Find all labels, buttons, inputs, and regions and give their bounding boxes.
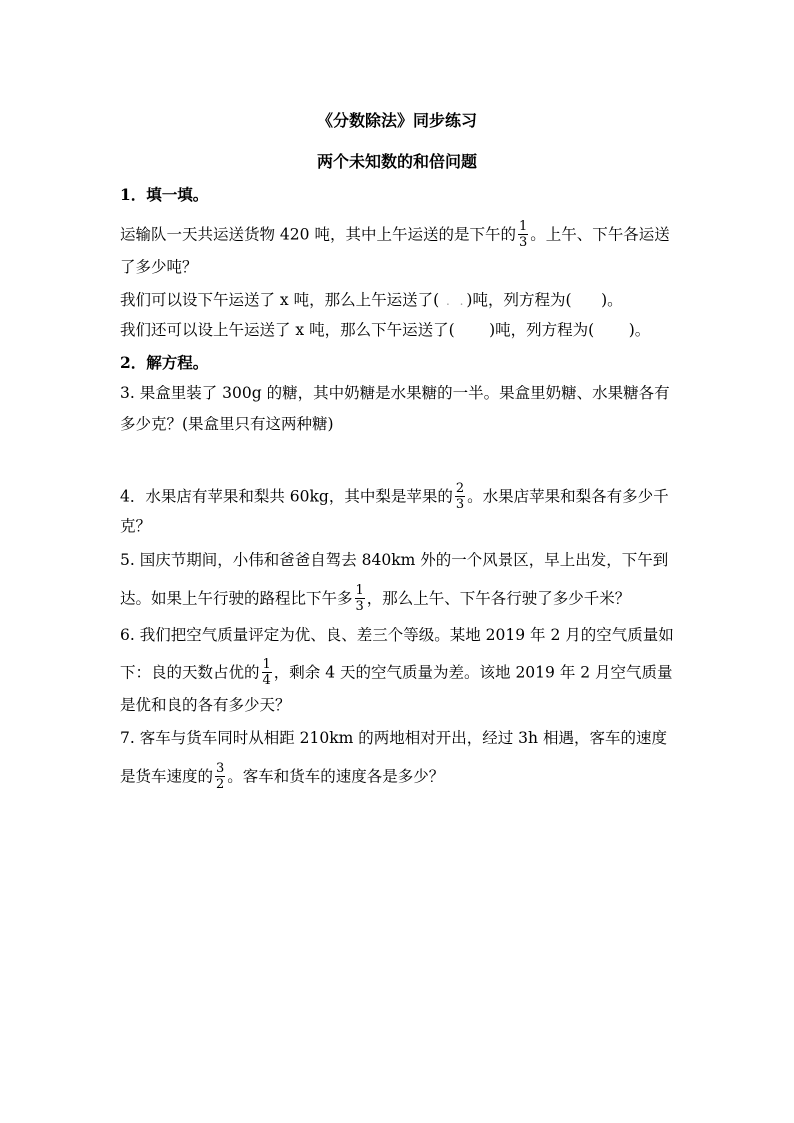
fraction-numerator: 1 xyxy=(355,583,364,598)
q6-line3: 是优和良的各有多少天？ xyxy=(120,696,291,714)
q5-line2 xyxy=(120,584,630,615)
fraction-one-third xyxy=(355,583,365,614)
fill1-blank: . . xyxy=(439,294,467,308)
q7-text-after: 。客车和货车的速度各是多少？ xyxy=(227,767,445,786)
fraction-one-third xyxy=(518,219,528,250)
fraction-numerator: 2 xyxy=(455,481,465,496)
fraction-numerator: 1 xyxy=(262,657,271,672)
q4-line2: 克？ xyxy=(120,517,152,535)
q6-line1: 6. 我们把空气质量评定为优、良、差三个等级。某地 2019 年 2 月的空气质量如 xyxy=(120,626,674,644)
fill1-middle: )吨，列方程为( xyxy=(466,291,572,309)
q6-text-after: ，剩余 4 天的空气质量为差。该地 2019 年 2 月空气质量 xyxy=(273,663,673,682)
fraction-denominator: 2 xyxy=(216,777,225,792)
q7-text-before: 是货车速度的 xyxy=(120,767,214,786)
problem1-text-after: 。上午、下午各运送 xyxy=(530,225,670,244)
fraction-numerator: 3 xyxy=(216,761,225,776)
q5-text-after: ，那么上午、下午各行驶了多少千米？ xyxy=(366,589,631,608)
fill1-end: )。 xyxy=(571,291,623,309)
q7-line1: 7. 客车与货车同时从相距 210km 的两地相对开出，经过 3h 相遇，客车的速度 xyxy=(120,729,667,747)
section1-heading: 1．填一填。 xyxy=(120,185,209,204)
fraction-one-quarter xyxy=(262,657,272,688)
q3-line2: 多少克？(果盒里只有这两种糖) xyxy=(120,415,334,433)
fill-line1 xyxy=(120,290,623,311)
fill-line2: 我们还可以设上午运送了 x 吨，那么下午运送了( )吨，列方程为( )。 xyxy=(120,321,651,339)
page-subtitle: 两个未知数的和倍问题 xyxy=(316,152,477,171)
q6-text-before: 下：良的天数占优的 xyxy=(120,663,260,682)
q3-line1: 3. 果盒里装了 300g 的糖，其中奶糖是水果糖的一半。果盒里奶糖、水果糖各有 xyxy=(120,384,670,402)
fill1-before: 我们可以设下午运送了 x 吨，那么上午运送了( xyxy=(120,291,440,309)
q5-line1: 5. 国庆节期间，小伟和爸爸自驾去 840km 外的一个风景区，早上出发，下午到 xyxy=(120,551,669,569)
problem1-text-before: 运输队一天共运送货物 420 吨，其中上午运送的是下午的 xyxy=(120,225,516,244)
fraction-two-thirds xyxy=(455,481,465,512)
fraction-denominator: 4 xyxy=(262,673,271,688)
problem1-line2: 了多少吨？ xyxy=(120,258,198,276)
problem1-line1 xyxy=(120,220,670,251)
section2-heading: 2．解方程。 xyxy=(120,353,209,372)
fraction-numerator: 1 xyxy=(518,219,528,234)
fraction-denominator: 3 xyxy=(355,599,364,614)
q6-line2 xyxy=(120,658,673,689)
q5-text-before: 达。如果上午行驶的路程比下午多 xyxy=(120,589,353,608)
q4-line1 xyxy=(120,482,669,513)
fraction-denominator: 3 xyxy=(518,235,528,250)
q7-line2 xyxy=(120,762,444,793)
fraction-denominator: 3 xyxy=(455,497,465,512)
q4-text-before: 4．水果店有苹果和梨共 60kg，其中梨是苹果的 xyxy=(120,487,453,506)
page-title: 《分数除法》同步练习 xyxy=(316,111,477,130)
q4-text-after: 。水果店苹果和梨各有多少千 xyxy=(467,487,669,506)
fraction-three-halves xyxy=(215,761,225,792)
